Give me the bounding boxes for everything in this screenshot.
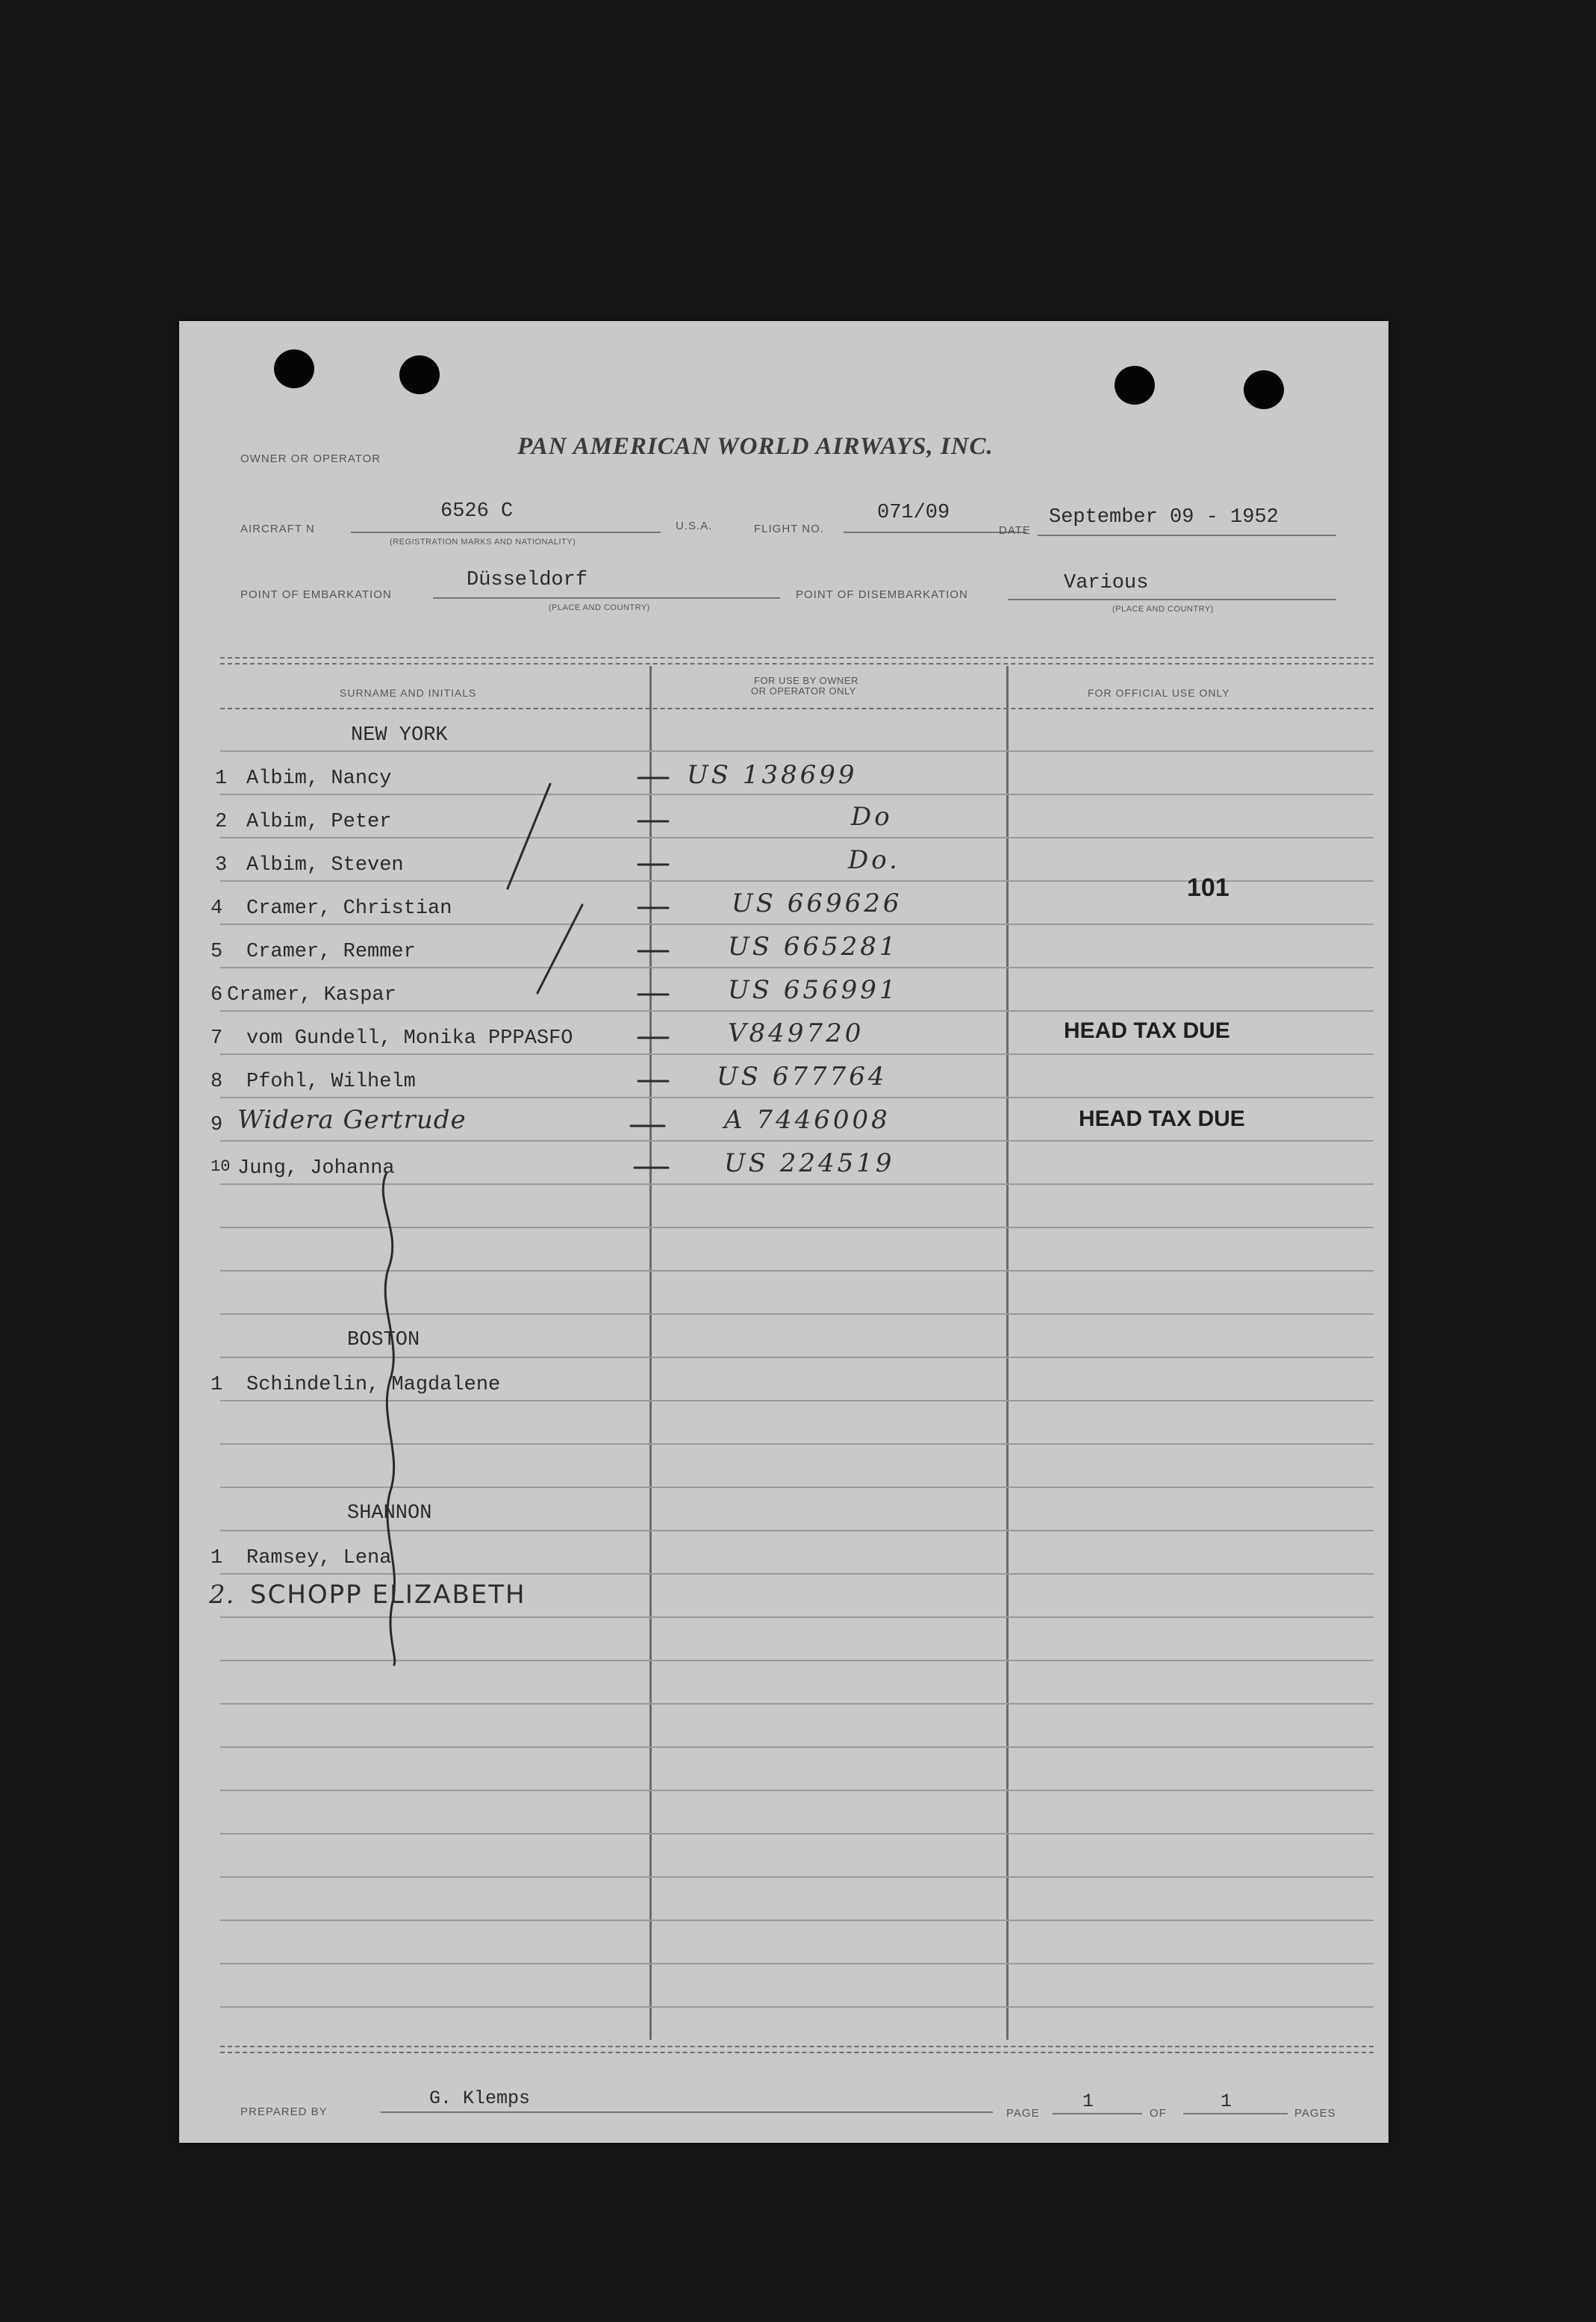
footer-rule-1 <box>220 2046 1374 2047</box>
row-number: 3 <box>215 854 228 877</box>
passport-number: US 656991 <box>728 975 899 1005</box>
of-underline <box>1183 2113 1288 2114</box>
pen-marks <box>179 321 1388 2143</box>
passenger-name: SCHOPP ELIZABETH <box>250 1580 526 1610</box>
column-owner-use-2: OR OPERATOR ONLY <box>751 685 856 697</box>
passenger-name: Schindelin, Magdalene <box>246 1374 501 1396</box>
row-number: 9 <box>211 1114 223 1136</box>
owner-label: OWNER OR OPERATOR <box>240 452 381 465</box>
row-number: 1 <box>211 1374 223 1396</box>
official-note: 101 <box>1187 874 1229 902</box>
row-number: 5 <box>211 941 223 963</box>
column-owner-use-1: FOR USE BY OWNER <box>754 675 858 686</box>
section-boston: BOSTON <box>347 1329 420 1351</box>
flight-date: September 09 - 1952 <box>1049 506 1279 529</box>
passport-number: Do. <box>848 845 900 875</box>
column-official: FOR OFFICIAL USE ONLY <box>1088 687 1230 699</box>
passenger-name: Widera Gertrude <box>237 1105 467 1135</box>
passport-number: US 669626 <box>732 888 903 918</box>
date-label: DATE <box>999 524 1031 537</box>
page-label: PAGE <box>1006 2107 1040 2120</box>
row-number: 1 <box>211 1547 223 1569</box>
disembarkation-place: Various <box>1064 572 1149 594</box>
passport-number: US 224519 <box>724 1148 895 1178</box>
passport-number: US 138699 <box>687 760 858 790</box>
row-number: 2. <box>209 1580 235 1610</box>
embarkation-label: POINT OF EMBARKATION <box>240 588 392 601</box>
passenger-name: Albim, Peter <box>246 811 392 833</box>
aircraft-label: AIRCRAFT N <box>240 523 315 535</box>
flight-label: FLIGHT NO. <box>754 523 824 535</box>
passenger-name: Cramer, Christian <box>246 897 452 920</box>
row-number: 7 <box>211 1027 223 1050</box>
passenger-name: Albim, Nancy <box>246 768 392 790</box>
row-number: 10 <box>211 1157 231 1176</box>
row-number: 4 <box>211 897 223 920</box>
prepared-by: G. Klemps <box>429 2088 531 2109</box>
official-note: HEAD TAX DUE <box>1064 1018 1230 1043</box>
page-total: 1 <box>1221 2091 1232 2112</box>
operator-name: PAN AMERICAN WORLD AIRWAYS, INC. <box>517 433 994 460</box>
aircraft-number: 6526 C <box>440 500 514 523</box>
flight-number: 071/09 <box>877 502 950 524</box>
country-label: U.S.A. <box>676 520 713 532</box>
prepared-underline <box>381 2111 993 2113</box>
official-note: HEAD TAX DUE <box>1079 1106 1245 1131</box>
page-underline <box>1053 2113 1142 2114</box>
passport-number: US 665281 <box>728 932 899 962</box>
passenger-name: Cramer, Kaspar <box>227 984 396 1006</box>
passport-number: US 677764 <box>717 1062 888 1092</box>
section-shannon: SHANNON <box>347 1502 432 1525</box>
passport-number: A 7446008 <box>724 1105 891 1135</box>
pages-label: PAGES <box>1294 2107 1336 2120</box>
section-new-york: NEW YORK <box>351 724 448 747</box>
registration-note: (REGISTRATION MARKS AND NATIONALITY) <box>390 538 576 547</box>
manifest-sheet <box>179 321 1388 2143</box>
row-number: 6 <box>211 984 223 1006</box>
disembarkation-label: POINT OF DISEMBARKATION <box>796 588 968 601</box>
passenger-name: vom Gundell, Monika PPPASFO <box>246 1027 573 1050</box>
passport-number: V849720 <box>728 1018 864 1048</box>
row-number: 2 <box>215 811 228 833</box>
row-number: 1 <box>215 768 228 790</box>
page-number: 1 <box>1082 2091 1094 2112</box>
passenger-name: Albim, Steven <box>246 854 404 877</box>
row-number: 8 <box>211 1071 223 1093</box>
of-label: OF <box>1150 2107 1167 2120</box>
passenger-name: Cramer, Remmer <box>246 941 416 963</box>
prepared-label: PREPARED BY <box>240 2105 328 2118</box>
passenger-name: Ramsey, Lena <box>246 1547 392 1569</box>
place-note-2: (PLACE AND COUNTRY) <box>1112 605 1214 614</box>
passport-number: Do <box>851 802 893 832</box>
place-note-1: (PLACE AND COUNTRY) <box>549 603 650 612</box>
passenger-name: Pfohl, Wilhelm <box>246 1071 416 1093</box>
passenger-name: Jung, Johanna <box>237 1157 395 1180</box>
embarkation-place: Düsseldorf <box>467 569 588 591</box>
footer-rule-2 <box>220 2052 1374 2053</box>
column-surname: SURNAME AND INITIALS <box>340 687 477 699</box>
